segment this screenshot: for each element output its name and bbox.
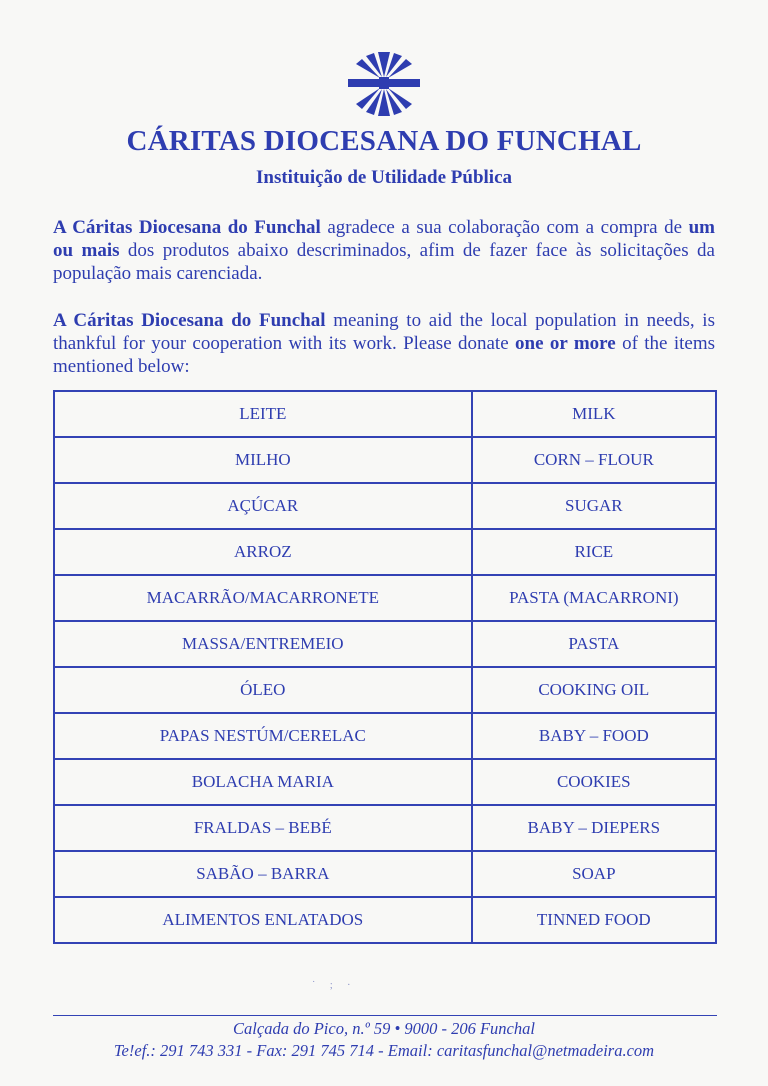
item-name-pt: MACARRÃO/MACARRONETE <box>54 575 472 621</box>
table-row <box>54 437 716 483</box>
item-name-en: TINNED FOOD <box>472 897 716 943</box>
table-row <box>54 621 716 667</box>
item-name-pt: SABÃO – BARRA <box>54 851 472 897</box>
item-name-en: SOAP <box>472 851 716 897</box>
intro-pt-quantity: um ou mais <box>53 217 715 261</box>
table-row <box>54 897 716 943</box>
item-name-en: MILK <box>472 391 716 437</box>
item-name-pt: MASSA/ENTREMEIO <box>54 621 472 667</box>
table-row <box>54 851 716 897</box>
intro-paragraph-en <box>53 309 715 378</box>
item-name-pt: ÓLEO <box>54 667 472 713</box>
table-row <box>54 759 716 805</box>
item-name-en: BABY – FOOD <box>472 713 716 759</box>
table-row <box>54 391 716 437</box>
intro-en-quantity: one or more <box>515 333 616 354</box>
footer-divider <box>53 1015 717 1016</box>
item-name-pt: MILHO <box>54 437 472 483</box>
intro-en-text-1: meaning to aid the local population in needs, is thankful for your cooperation with its work. Please donate <box>53 310 715 354</box>
footer-address: Calçada do Pico, n.º 59 • 9000 - 206 Funchal <box>233 1019 535 1038</box>
table-row <box>54 713 716 759</box>
org-name-pt: A Cáritas Diocesana do Funchal <box>53 217 321 238</box>
item-name-pt: ALIMENTOS ENLATADOS <box>54 897 472 943</box>
item-name-en: PASTA (MACARRONI) <box>472 575 716 621</box>
item-name-pt: AÇÚCAR <box>54 483 472 529</box>
table-row <box>54 483 716 529</box>
item-name-pt: BOLACHA MARIA <box>54 759 472 805</box>
caritas-cross-icon <box>346 50 422 118</box>
intro-pt-text-1: agradece a sua colaboração com a compra de <box>320 217 689 238</box>
item-name-pt: PAPAS NESTÚM/CERELAC <box>54 713 472 759</box>
item-name-en: COOKIES <box>472 759 716 805</box>
intro-paragraph-pt <box>53 216 715 285</box>
item-name-en: PASTA <box>472 621 716 667</box>
page-subtitle: Instituição de Utilidade Pública <box>256 167 512 188</box>
intro-en-text-2: of the items mentioned below: <box>53 333 716 377</box>
table-row <box>54 805 716 851</box>
donation-items-table <box>53 390 717 944</box>
org-name-en: A Cáritas Diocesana do Funchal <box>53 310 326 331</box>
page-title: CÁRITAS DIOCESANA DO FUNCHAL <box>126 125 642 157</box>
item-name-en: BABY – DIEPERS <box>472 805 716 851</box>
table-row <box>54 575 716 621</box>
footer-contact: Te!ef.: 291 743 331 - Fax: 291 745 714 - Email: caritasfunchal@netmadeira.com <box>113 1041 655 1060</box>
item-name-en: RICE <box>472 529 716 575</box>
table-row <box>54 667 716 713</box>
item-name-en: COOKING OIL <box>472 667 716 713</box>
table-row <box>54 529 716 575</box>
item-name-pt: ARROZ <box>54 529 472 575</box>
print-smudge: ˙ ; · <box>312 980 357 991</box>
item-name-en: SUGAR <box>472 483 716 529</box>
item-name-pt: LEITE <box>54 391 472 437</box>
item-name-en: CORN – FLOUR <box>472 437 716 483</box>
intro-pt-text-2: dos produtos abaixo descriminados, afim de fazer face às solicitações da população mais carenciada. <box>53 240 715 284</box>
item-name-pt: FRALDAS – BEBÉ <box>54 805 472 851</box>
